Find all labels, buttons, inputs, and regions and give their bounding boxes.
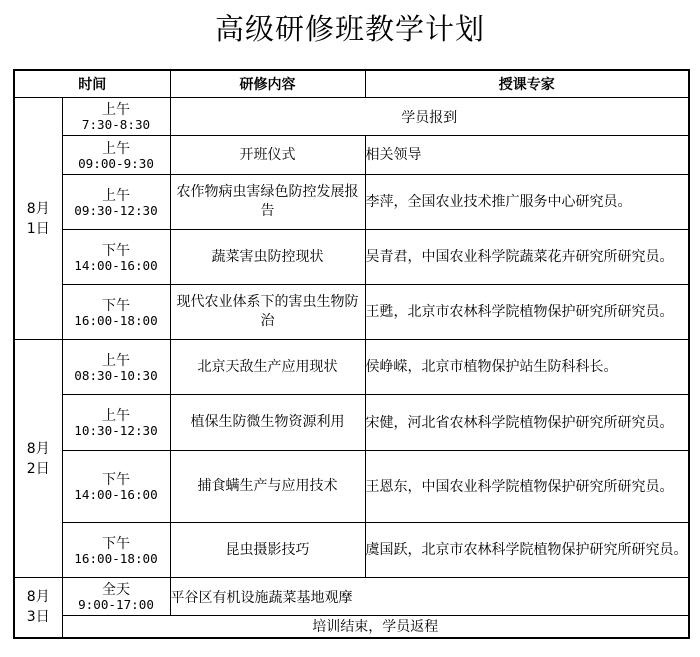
expert-cell: 吴青君，中国农业科学院蔬菜花卉研究所研究员。 <box>365 230 689 285</box>
header-row <box>14 70 689 98</box>
date-month: 8月 <box>26 200 50 217</box>
period-label: 下午 <box>102 535 130 552</box>
time-cell <box>62 340 170 395</box>
time-range: 09:00-9:30 <box>78 155 154 171</box>
time-range: 9:00-17:00 <box>78 597 154 612</box>
expert-cell: 虞国跃，北京市农林科学院植物保护研究所研究员。 <box>365 523 689 578</box>
time-range: 14:00-16:00 <box>74 257 158 273</box>
date-day: 2日 <box>26 460 50 477</box>
time-cell <box>62 175 170 230</box>
expert-cell: 李萍，全国农业技术推广服务中心研究员。 <box>365 175 689 230</box>
content-cell: 农作物病虫害绿色防控发展报告 <box>170 175 365 230</box>
content-cell: 开班仪式 <box>170 136 365 175</box>
period-label: 上午 <box>102 187 130 204</box>
expert-cell: 王恩东，中国农业科学院植物保护研究所研究员。 <box>365 451 689 523</box>
time-cell <box>62 451 170 523</box>
date-month: 8月 <box>26 589 50 606</box>
header-expert: 授课专家 <box>365 70 689 98</box>
time-cell <box>62 395 170 451</box>
merged-cell: 学员报到 <box>170 98 689 136</box>
table-row <box>14 175 689 230</box>
date-cell <box>14 98 62 340</box>
time-range: 10:30-12:30 <box>74 423 158 438</box>
table-row <box>14 616 689 638</box>
table-row <box>14 523 689 578</box>
content-cell: 植保生防微生物资源利用 <box>170 395 365 451</box>
time-range: 7:30-8:30 <box>81 117 151 132</box>
time-cell <box>62 578 170 616</box>
content-cell: 北京天敌生产应用现状 <box>170 340 365 395</box>
period-label: 下午 <box>102 242 130 259</box>
time-cell <box>62 523 170 578</box>
time-range: 09:30-12:30 <box>74 202 158 218</box>
time-range: 14:00-16:00 <box>74 487 158 502</box>
date-month: 8月 <box>26 440 50 457</box>
date-day: 3日 <box>26 609 50 626</box>
table-row <box>14 98 689 136</box>
time-range: 16:00-18:00 <box>74 312 158 328</box>
table-row <box>14 451 689 523</box>
period-label: 下午 <box>102 297 130 314</box>
time-cell <box>62 136 170 175</box>
time-range: 08:30-10:30 <box>74 367 158 383</box>
time-cell <box>62 230 170 285</box>
table-row <box>14 136 689 175</box>
period-label: 下午 <box>102 472 130 488</box>
schedule-table <box>13 69 690 639</box>
period-label: 上午 <box>102 140 130 157</box>
expert-cell: 相关领导 <box>365 136 689 175</box>
header-time: 时间 <box>14 70 170 98</box>
date-cell <box>14 340 62 578</box>
table-row <box>14 285 689 340</box>
content-cell: 昆虫摄影技巧 <box>170 523 365 578</box>
content-cell: 蔬菜害虫防控现状 <box>170 230 365 285</box>
merged-cell: 平谷区有机设施蔬菜基地观摩 <box>170 578 689 616</box>
date-day: 1日 <box>26 220 50 237</box>
time-range: 16:00-18:00 <box>74 550 158 566</box>
table-row <box>14 395 689 451</box>
period-label: 上午 <box>102 408 130 424</box>
period-label: 全天 <box>102 582 130 598</box>
expert-cell: 宋健，河北省农林科学院植物保护研究所研究员。 <box>365 395 689 451</box>
page-title: 高级研修班教学计划 <box>214 12 485 46</box>
time-cell <box>62 285 170 340</box>
period-label: 上午 <box>102 352 130 369</box>
header-content: 研修内容 <box>170 70 365 98</box>
time-cell <box>62 98 170 136</box>
closing-cell: 培训结束，学员返程 <box>62 616 689 638</box>
table-row <box>14 578 689 616</box>
expert-cell: 侯峥嵘，北京市植物保护站生防科科长。 <box>365 340 689 395</box>
period-label: 上午 <box>102 102 130 118</box>
table-row <box>14 230 689 285</box>
content-cell: 现代农业体系下的害虫生物防治 <box>170 285 365 340</box>
expert-cell: 王甦，北京市农林科学院植物保护研究所研究员。 <box>365 285 689 340</box>
content-cell: 捕食螨生产与应用技术 <box>170 451 365 523</box>
date-cell <box>14 578 62 638</box>
table-row <box>14 340 689 395</box>
